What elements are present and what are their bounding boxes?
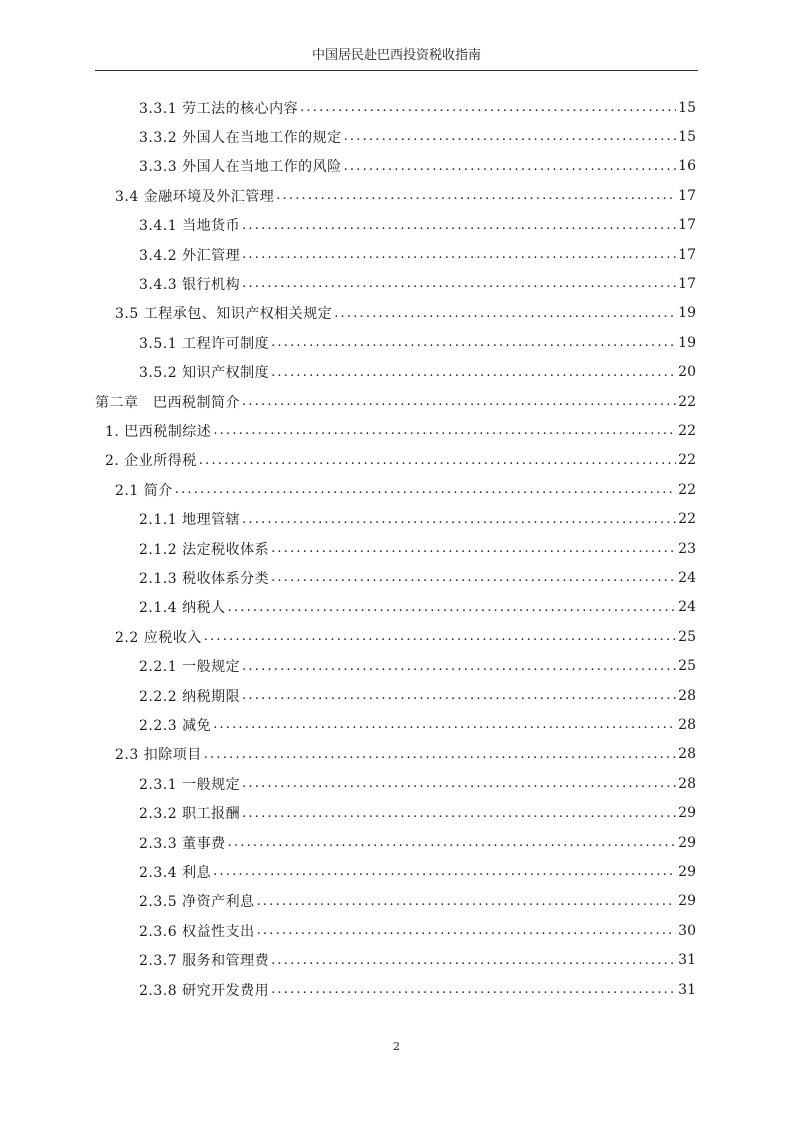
- toc-entry-label: 2.1.1 地理管辖: [139, 512, 241, 529]
- toc-entry-label: 2.2.2 纳税期限: [139, 688, 241, 705]
- toc-entry-page: 22: [678, 393, 696, 410]
- dot-leader: [271, 335, 676, 350]
- toc-entry[interactable]: [139, 563, 696, 592]
- toc-entry[interactable]: [95, 387, 696, 416]
- toc-entry-page: 16: [678, 158, 696, 175]
- toc-entry-label: 1. 巴西税制综述: [105, 423, 212, 440]
- toc-entry[interactable]: [139, 240, 696, 269]
- toc-entry[interactable]: [115, 740, 696, 769]
- toc-entry-label: 2.3.8 研究开发费用: [139, 982, 270, 999]
- toc-entry-page: 25: [678, 628, 696, 645]
- toc-entry[interactable]: [139, 769, 696, 798]
- toc-entry-label: 2.1.2 法定税收体系: [139, 541, 270, 558]
- dot-leader: [213, 423, 676, 438]
- toc-entry-label: 3.3.3 外国人在当地工作的风险: [139, 159, 342, 176]
- toc-entry-label: 2.3.7 服务和管理费: [139, 953, 270, 970]
- dot-leader: [242, 659, 676, 674]
- toc-entry-page: 17: [678, 275, 696, 292]
- toc-entry-page: 15: [678, 128, 696, 145]
- toc-entry[interactable]: [139, 887, 696, 916]
- dot-leader: [344, 159, 677, 174]
- toc-entry[interactable]: [139, 358, 696, 387]
- dot-leader: [242, 776, 676, 791]
- toc-entry-label: 2.1 简介: [115, 482, 173, 499]
- toc-entry-page: 31: [678, 981, 696, 998]
- toc-entry-label: 2.2.3 减免: [139, 717, 212, 734]
- dot-leader: [334, 306, 676, 321]
- toc-entry-page: 17: [678, 187, 696, 204]
- toc-entry[interactable]: [139, 593, 696, 622]
- dot-leader: [199, 453, 676, 468]
- toc-entry-label: 2.3.4 利息: [139, 864, 212, 881]
- dot-leader: [213, 864, 676, 879]
- toc-entry-page: 20: [678, 364, 696, 381]
- dot-leader: [271, 953, 676, 968]
- dot-leader: [242, 394, 676, 409]
- toc-entry-page: 31: [678, 952, 696, 969]
- toc-entry-label: 3.4.1 当地货币: [139, 218, 241, 235]
- toc-entry[interactable]: [115, 622, 696, 651]
- dot-leader: [242, 806, 676, 821]
- toc-entry[interactable]: [139, 93, 696, 122]
- toc-entry[interactable]: [115, 475, 696, 504]
- toc-entry-page: 29: [678, 863, 696, 880]
- dot-leader: [213, 717, 676, 732]
- toc-entry-page: 17: [678, 217, 696, 234]
- toc-entry-label: 第二章 巴西税制简介: [95, 394, 240, 411]
- toc-entry[interactable]: [139, 328, 696, 357]
- toc-entry-page: 28: [678, 687, 696, 704]
- toc-entry-page: 23: [678, 540, 696, 557]
- dot-leader: [271, 982, 676, 997]
- toc-entry[interactable]: [139, 152, 696, 181]
- toc-entry-label: 3.5.1 工程许可制度: [139, 335, 270, 352]
- dot-leader: [344, 129, 677, 144]
- toc-entry[interactable]: [139, 710, 696, 739]
- dot-leader: [204, 629, 676, 644]
- dot-leader: [271, 541, 676, 556]
- toc-entry-page: 29: [678, 893, 696, 910]
- dot-leader: [257, 894, 677, 909]
- toc-entry-label: 3.4 金融环境及外汇管理: [115, 188, 275, 205]
- page-number: 2: [393, 1040, 400, 1053]
- toc-entry-label: 3.3.1 劳工法的核心内容: [139, 100, 299, 117]
- dot-leader: [242, 218, 676, 233]
- toc-entry[interactable]: [139, 799, 696, 828]
- toc-entry-page: 28: [678, 746, 696, 763]
- dot-leader: [242, 276, 676, 291]
- toc-entry-page: 30: [678, 922, 696, 939]
- toc-entry-label: 3.5.2 知识产权制度: [139, 365, 270, 382]
- toc-entry-page: 22: [678, 511, 696, 528]
- dot-leader: [228, 835, 677, 850]
- running-header: 中国居民赴巴西投资税收指南: [311, 48, 481, 63]
- dot-leader: [242, 512, 676, 527]
- toc-entry[interactable]: [139, 505, 696, 534]
- toc-entry-label: 3.4.3 银行机构: [139, 276, 241, 293]
- toc-entry-label: 2.3 扣除项目: [115, 747, 202, 764]
- toc-entry-label: 2.3.2 职工报酬: [139, 806, 241, 823]
- toc-entry-page: 29: [678, 805, 696, 822]
- toc-entry[interactable]: [115, 299, 696, 328]
- toc-entry[interactable]: [139, 857, 696, 886]
- toc-entry[interactable]: [139, 211, 696, 240]
- toc-entry[interactable]: [105, 446, 696, 475]
- dot-leader: [257, 923, 677, 938]
- header-divider: [95, 70, 698, 71]
- toc-entry[interactable]: [139, 652, 696, 681]
- dot-leader: [271, 570, 676, 585]
- toc-entry-page: 28: [678, 716, 696, 733]
- toc-entry-label: 2.3.6 权益性支出: [139, 923, 255, 940]
- toc-entry-label: 2.3.1 一般规定: [139, 776, 241, 793]
- toc-entry[interactable]: [139, 122, 696, 151]
- toc-entry-page: 17: [678, 246, 696, 263]
- toc-entry-page: 22: [678, 481, 696, 498]
- toc-entry-page: 28: [678, 775, 696, 792]
- toc-entry-label: 3.4.2 外汇管理: [139, 247, 241, 264]
- toc-entry[interactable]: [139, 534, 696, 563]
- dot-leader: [300, 100, 676, 115]
- toc-entry-label: 2.1.4 纳税人: [139, 600, 226, 617]
- toc-entry-page: 24: [678, 599, 696, 616]
- toc-entry-label: 2.2.1 一般规定: [139, 659, 241, 676]
- toc-entry-page: 19: [678, 334, 696, 351]
- toc-entry-page: 24: [678, 569, 696, 586]
- toc-entry-page: 22: [678, 422, 696, 439]
- toc-entry[interactable]: [105, 416, 696, 445]
- toc-entry[interactable]: [139, 681, 696, 710]
- toc-entry-page: 15: [678, 99, 696, 116]
- toc-entry[interactable]: [115, 181, 696, 210]
- toc-entry-page: 22: [678, 452, 696, 469]
- toc-entry-page: 25: [678, 658, 696, 675]
- toc-entry-label: 2.3.3 董事费: [139, 835, 226, 852]
- dot-leader: [242, 688, 676, 703]
- toc-entry[interactable]: [139, 828, 696, 857]
- toc-entry-label: 2.3.5 净资产利息: [139, 894, 255, 911]
- toc-entry-label: 2.2 应税收入: [115, 629, 202, 646]
- toc-entry-page: 19: [678, 305, 696, 322]
- toc-entry-label: 2. 企业所得税: [105, 453, 197, 470]
- dot-leader: [271, 365, 676, 380]
- toc-entry-label: 3.5 工程承包、知识产权相关规定: [115, 306, 333, 323]
- toc-entry-label: 3.3.2 外国人在当地工作的规定: [139, 129, 342, 146]
- dot-leader: [204, 747, 676, 762]
- toc-entry[interactable]: [139, 975, 696, 1004]
- dot-leader: [276, 188, 676, 203]
- toc-entry-page: 29: [678, 834, 696, 851]
- toc-entry[interactable]: [139, 916, 696, 945]
- dot-leader: [242, 247, 676, 262]
- toc-entry[interactable]: [139, 946, 696, 975]
- toc-entry[interactable]: [139, 269, 696, 298]
- toc-entry-label: 2.1.3 税收体系分类: [139, 570, 270, 587]
- dot-leader: [175, 482, 676, 497]
- dot-leader: [228, 600, 677, 615]
